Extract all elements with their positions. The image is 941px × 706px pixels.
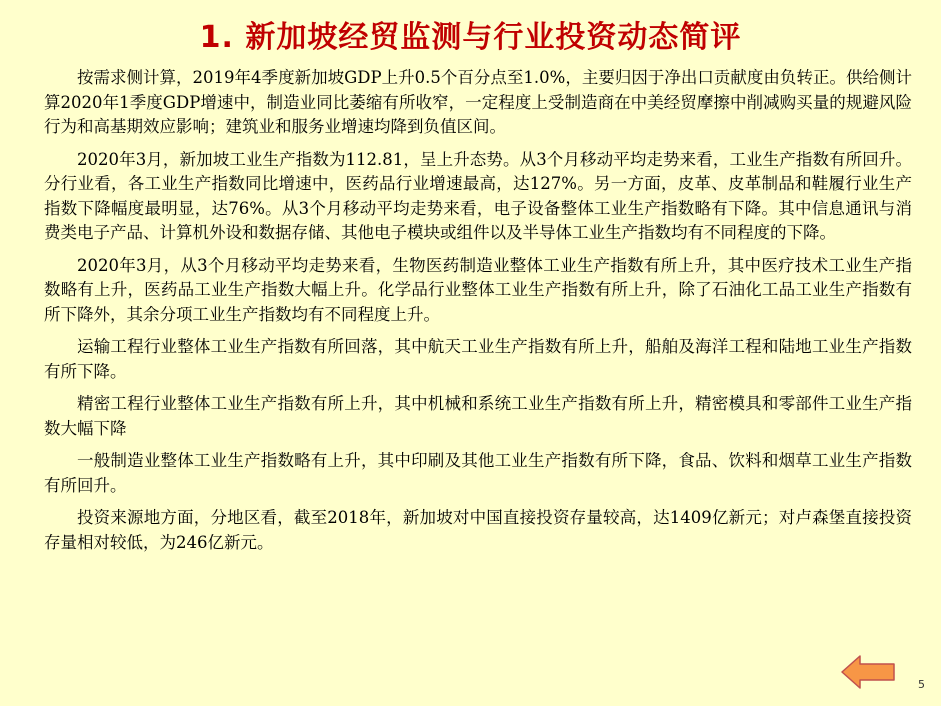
paragraph-transport-engineering: 运输工程行业整体工业生产指数有所回落，其中航天工业生产指数有所上升，船舶及海洋工程和陆地工业生产指数有所下降。 <box>44 337 912 381</box>
paragraph-biomedical-chemicals: 2020年3月，从3个月移动平均走势来看，生物医药制造业整体工业生产指数有所上升，其中医疗技术工业生产指数略有上升，医药品工业生产指数大幅上升。化学品行业整体工业生产指数有所上升，除了石油化工品工业生产指数有所下降外，其余分项工业生产指数均有不同程度上升。 <box>44 255 912 324</box>
paragraph-investment-sources: 投资来源地方面，分地区看，截至2018年，新加坡对中国直接投资存量较高，达1409亿新元；对卢森堡直接投资存量相对较低，为246亿新元。 <box>44 508 912 552</box>
back-button[interactable] <box>840 654 896 690</box>
paragraph-industrial-index: 2020年3月，新加坡工业生产指数为112.81，呈上升态势。从3个月移动平均走势来看，工业生产指数有所回升。分行业看，各工业生产指数同比增速中，医药品行业增速最高，达127%。另一方面，皮革、皮革制品和鞋履行业生产指数下降幅度最明显，达76%。从3个月移动平均走势来看，电子设备整体工业生产指数略有下降。其中信息通讯与消费类电子产品、计算机外设和数据存储、其他电子模块或组件以及半导体工业生产指数均有不同程度的下降。 <box>44 149 912 242</box>
paragraph-general-manufacturing: 一般制造业整体工业生产指数略有上升，其中印刷及其他工业生产指数有所下降，食品、饮料和烟草工业生产指数有所回升。 <box>44 451 912 495</box>
slide-title: 1. 新加坡经贸监测与行业投资动态简评 <box>199 20 742 55</box>
page-number: 5 <box>918 678 925 691</box>
paragraph-gdp: 按需求侧计算，2019年4季度新加坡GDP上升0.5个百分点至1.0%，主要归因于净出口贡献度由负转正。供给侧计算2020年1季度GDP增速中，制造业同比萎缩有所收窄，一定程度上受制造商在中美经贸摩擦中削减购买量的规避风险行为和高基期效应影响；建筑业和服务业增速均降到负值区间。 <box>44 68 912 136</box>
slide-body <box>44 66 912 563</box>
left-arrow-icon <box>840 654 896 690</box>
paragraph-precision-engineering: 精密工程行业整体工业生产指数有所上升，其中机械和系统工业生产指数有所上升，精密模具和零部件工业生产指数大幅下降 <box>44 394 912 438</box>
